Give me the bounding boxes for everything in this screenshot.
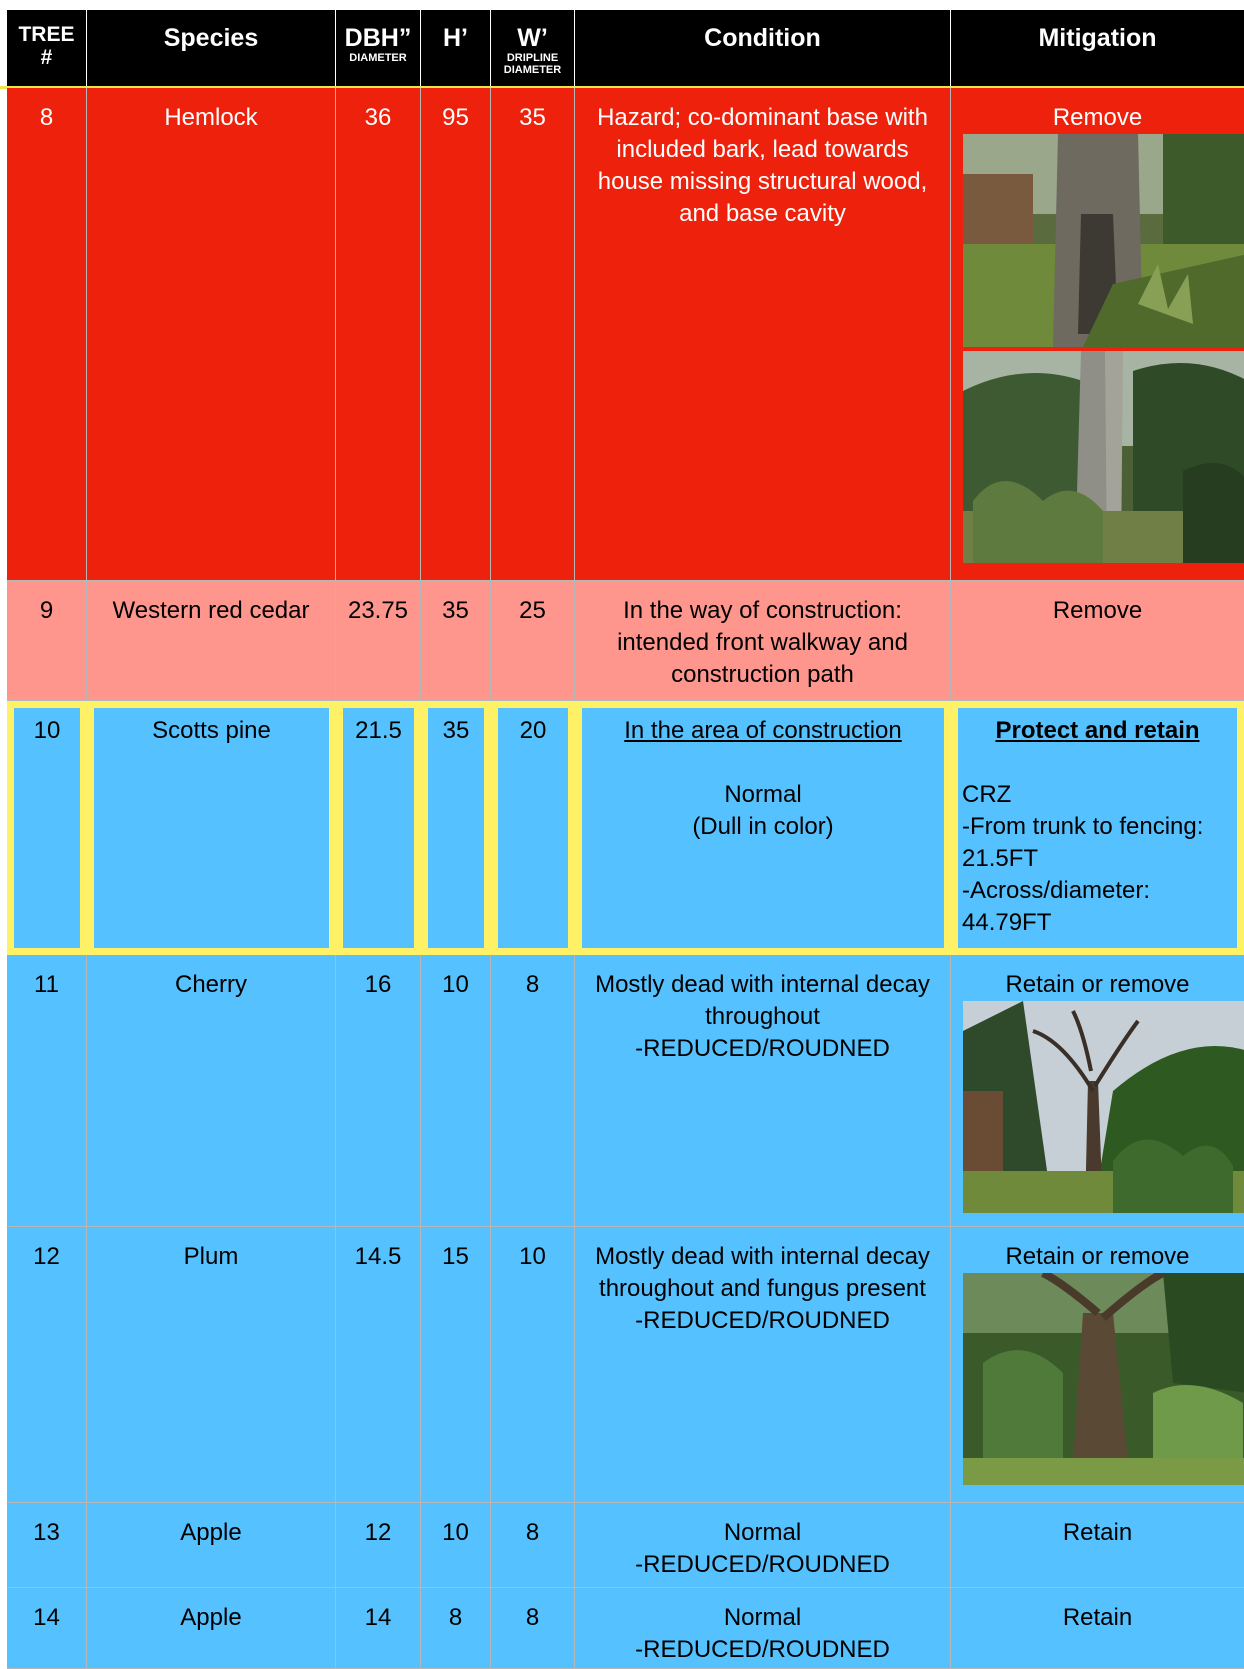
condition-note: -REDUCED/ROUDNED [635, 1035, 890, 1062]
species: Scotts pine [87, 701, 336, 955]
table-row [7, 1227, 1244, 1503]
header-mitigation: Mitigation [951, 10, 1244, 87]
mitigation-action: Remove [1052, 104, 1143, 131]
dbh: 12 [336, 1503, 421, 1588]
height: 35 [421, 581, 491, 701]
header-height: H’ [421, 10, 491, 87]
condition-text: Mostly dead with internal decay throughout [595, 971, 930, 1030]
species: Apple [87, 1503, 336, 1588]
dbh: 14.5 [336, 1227, 421, 1503]
table-row [7, 1588, 1244, 1669]
height: 95 [421, 88, 491, 581]
species: Plum [87, 1227, 336, 1503]
crz-trunk-to-fencing: -From trunk to fencing: 21.5FT [962, 813, 1204, 872]
header-dbh: DBH” DIAMETER [336, 10, 421, 87]
table-row [7, 581, 1244, 701]
height: 15 [421, 1227, 491, 1503]
mitigation-action: Retain or remove [1005, 971, 1190, 998]
height: 10 [421, 955, 491, 1227]
dbh: 36 [336, 88, 421, 581]
mitigation-action: Retain or remove [1005, 1243, 1190, 1270]
header-tree-number: TREE # [7, 10, 87, 87]
crz-label: CRZ [962, 781, 1012, 808]
height: 35 [421, 701, 491, 955]
condition [575, 1227, 951, 1503]
tree-number: 12 [7, 1227, 87, 1503]
mitigation: Retain [951, 1588, 1244, 1669]
tree-number: 8 [7, 88, 87, 581]
table-row [7, 1503, 1244, 1588]
condition [575, 955, 951, 1227]
table-row [7, 955, 1244, 1227]
mitigation [951, 88, 1244, 581]
dbh: 14 [336, 1588, 421, 1669]
mitigation [951, 1227, 1244, 1503]
header-width: W’ DRIPLINE DIAMETER [491, 10, 575, 87]
width: 20 [491, 701, 575, 955]
crz-diameter: -Across/diameter: 44.79FT [962, 877, 1151, 936]
condition-note: -REDUCED/ROUDNED [635, 1307, 890, 1334]
tree-photo [963, 351, 1244, 563]
condition-text: Normal [723, 1604, 802, 1631]
tree-photo [963, 1001, 1244, 1213]
condition-note: -REDUCED/ROUDNED [635, 1636, 890, 1663]
dbh: 23.75 [336, 581, 421, 701]
header-species: Species [87, 10, 336, 87]
table-row [7, 701, 1244, 955]
condition-heading: In the area of construction [624, 717, 902, 744]
header-condition: Condition [575, 10, 951, 87]
tree-number: 11 [7, 955, 87, 1227]
tree-number: 10 [7, 701, 87, 955]
condition-note: (Dull in color) [692, 813, 834, 840]
width: 10 [491, 1227, 575, 1503]
condition-status: Normal [724, 781, 802, 808]
mitigation: Retain [951, 1503, 1244, 1588]
height: 8 [421, 1588, 491, 1669]
width: 35 [491, 88, 575, 581]
condition [575, 1588, 951, 1669]
species: Western red cedar [87, 581, 336, 701]
condition-note: -REDUCED/ROUDNED [635, 1551, 890, 1578]
width: 8 [491, 1588, 575, 1669]
width: 8 [491, 1503, 575, 1588]
table-row [7, 88, 1244, 581]
table-header [7, 10, 1244, 87]
mitigation [951, 701, 1244, 955]
tree-number: 13 [7, 1503, 87, 1588]
header-dbh-subtitle: DIAMETER [349, 52, 407, 64]
species: Hemlock [87, 88, 336, 581]
mitigation [951, 955, 1244, 1227]
dbh: 16 [336, 955, 421, 1227]
condition-text: Mostly dead with internal decay throughout and fungus present [595, 1243, 930, 1302]
tree-photo [963, 134, 1244, 347]
mitigation: Remove [951, 581, 1244, 701]
tree-photo [963, 1273, 1244, 1485]
dbh: 21.5 [336, 701, 421, 955]
condition: In the way of construction: intended front walkway and construction path [575, 581, 951, 701]
tree-number: 9 [7, 581, 87, 701]
condition: Hazard; co-dominant base with included bark, lead towards house missing structural wood, and base cavity [575, 88, 951, 581]
condition-text: Normal [723, 1519, 802, 1546]
height: 10 [421, 1503, 491, 1588]
tree-number: 14 [7, 1588, 87, 1669]
species: Cherry [87, 955, 336, 1227]
condition [575, 701, 951, 955]
condition [575, 1503, 951, 1588]
mitigation-heading: Protect and retain [995, 717, 1200, 744]
species: Apple [87, 1588, 336, 1669]
header-width-subtitle: DRIPLINE DIAMETER [503, 52, 562, 76]
width: 8 [491, 955, 575, 1227]
width: 25 [491, 581, 575, 701]
